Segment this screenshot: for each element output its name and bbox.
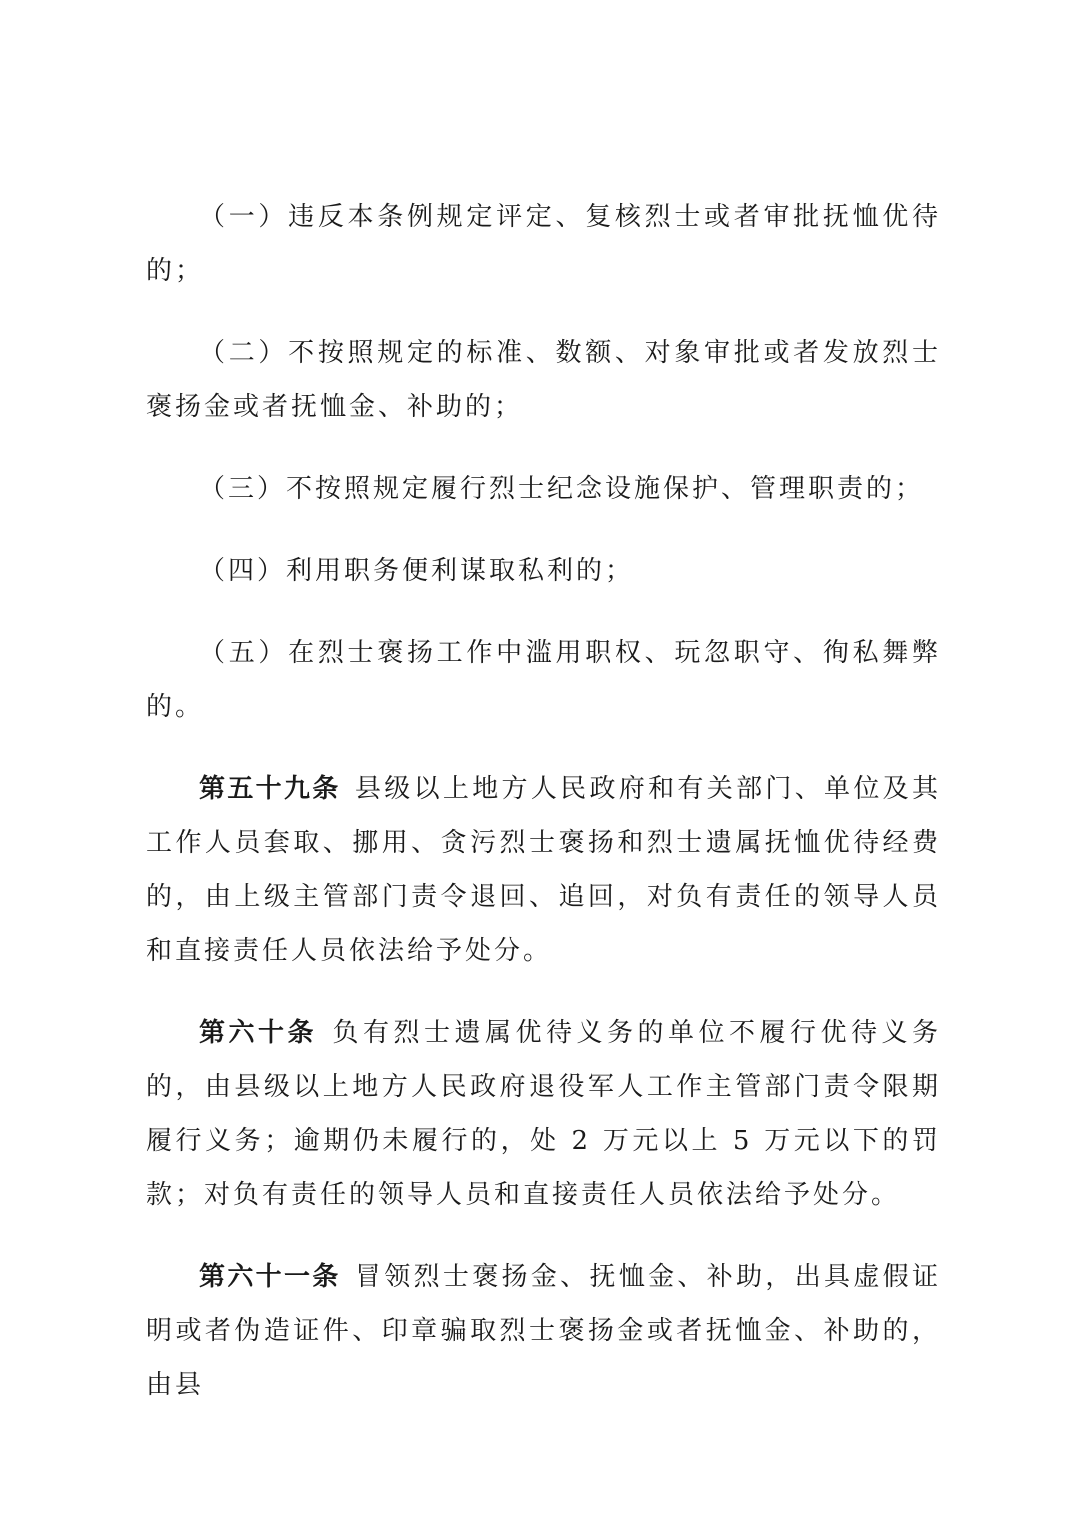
article-59-text: 县级以上地方人民政府和有关部门、单位及其工作人员套取、挪用、贪污烈士褒扬和烈士遗属抚恤优待经费的，由上级主管部门责令退回、追回，对负有责任的领导人员和直接责任人员依法给予处分。 xyxy=(146,774,941,966)
article-61-number: 第六十一条 xyxy=(199,1262,341,1292)
article-60-number: 第六十条 xyxy=(199,1018,317,1048)
article-60 xyxy=(146,1006,941,1222)
list-item-2: （二）不按照规定的标准、数额、对象审批或者发放烈士褒扬金或者抚恤金、补助的； xyxy=(146,338,941,422)
article-60-text: 负有烈士遗属优待义务的单位不履行优待义务的，由县级以上地方人民政府退役军人工作主管部门责令限期履行义务；逾期仍未履行的，处 2 万元以上 5 万元以下的罚款；对负有责任的领导人员和直接责任人员依法给予处分。 xyxy=(146,1018,941,1210)
article-61 xyxy=(146,1250,941,1412)
article-61-text: 冒领烈士褒扬金、抚恤金、补助，出具虚假证明或者伪造证件、印章骗取烈士褒扬金或者抚恤金、补助的，由县 xyxy=(146,1262,941,1400)
list-item-1: （一）违反本条例规定评定、复核烈士或者审批抚恤优待的； xyxy=(146,202,941,286)
document-body xyxy=(146,190,941,1440)
list-item-3: （三）不按照规定履行烈士纪念设施保护、管理职责的； xyxy=(199,474,925,504)
article-59-number: 第五十九条 xyxy=(199,774,341,804)
article-59 xyxy=(146,762,941,978)
list-item-4: （四）利用职务便利谋取私利的； xyxy=(199,556,635,586)
list-item-5: （五）在烈士褒扬工作中滥用职权、玩忽职守、徇私舞弊的。 xyxy=(146,638,941,722)
